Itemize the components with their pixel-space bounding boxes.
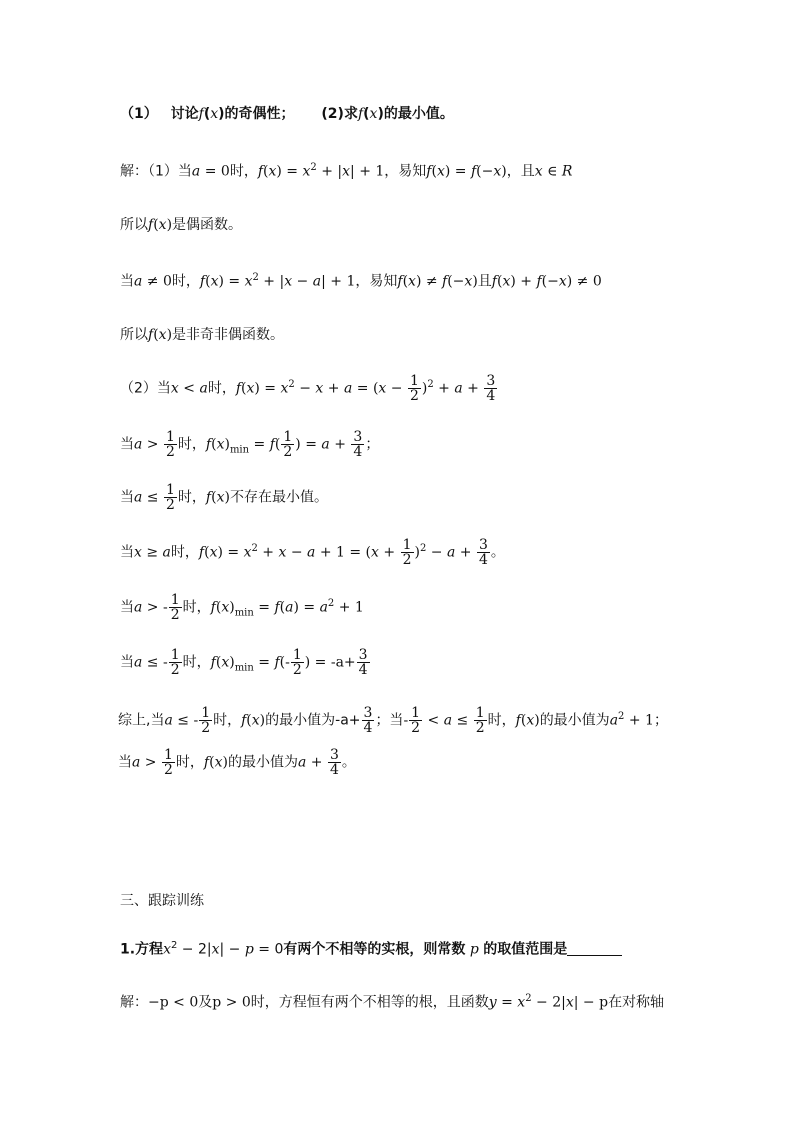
even-conclusion: 所以f(x)是偶函数。 [120,217,243,233]
answer-blank[interactable] [567,941,622,956]
summary-line-1: 综上,当a ≤ - $\frac{1}{2}$ 时，f(x)的最小值为-a+ $\frac{3}{4}$ ；当- $\frac{1}{2}$ < a ≤ $\frac{1}{2}$ 时，f(x)的最小值为$a^2 + 1$； [118,705,668,736]
part2-line: （2）当x < a时，$f(x) = x^2 - x + a = (x$ − $\frac{1}{2}$ )$^2$ + a + $\frac{3}{4}$ [120,373,496,404]
section-title: 三、跟踪训练 [120,893,204,909]
case-x-ge-a: 当x ≥ a时，$f(x) = x^2 + x - a + 1 = (x$ + $\frac{1}{2}$ )$^2$ − a + $\frac{3}{4}$ 。 [120,537,505,568]
case-a-nonzero: 当a ≠ 0时，$f(x) = x^2 + |x - a| + 1$，易知f(x) ≠ f(−x)且f(x) + f(−x) ≠ 0 [120,272,602,290]
solution-1: 解：−p < 0及p > 0时，方程恒有两个不相等的根，且函数$y = x^2 - 2|x| - p$在对称轴 [120,993,665,1011]
question-header: （1） 讨论f(x)的奇偶性； (2)求f(x)的最小值。 [120,106,454,122]
case-a-le-neg-half: 当a ≤ - $\frac{1}{2}$ 时，$f(x)_{min} = f(-$ $\frac{1}{2}$ ) = -a+ $\frac{3}{4}$ [120,647,368,678]
case-a-le-half: 当a ≤ $\frac{1}{2}$ 时，f(x)不存在最小值。 [120,482,328,513]
neither-conclusion: 所以f(x)是非奇非偶函数。 [120,327,285,343]
case-a-gt-half: 当a > $\frac{1}{2}$ 时，$f(x)_{min} = f$( $\frac{1}{2}$ ) = a + $\frac{3}{4}$ ； [120,429,380,460]
case-a-gt-neg-half: 当a > - $\frac{1}{2}$ 时，$f(x)_{min} = f(a) = a^2 + 1$ [120,592,364,623]
summary-line-2: 当a > $\frac{1}{2}$ 时，f(x)的最小值为a + $\frac{3}{4}$ 。 [118,747,356,778]
problem-1: 1.方程$x^2 - 2|x| - p = 0$有两个不相等的实根，则常数 p 的取值范围是 [120,940,684,958]
solution-line-1: 解：（1）当a = 0时，$f(x) = x^2 + |x| + 1$，易知f(x) = f(−x)，且x ∈ R [120,162,573,180]
